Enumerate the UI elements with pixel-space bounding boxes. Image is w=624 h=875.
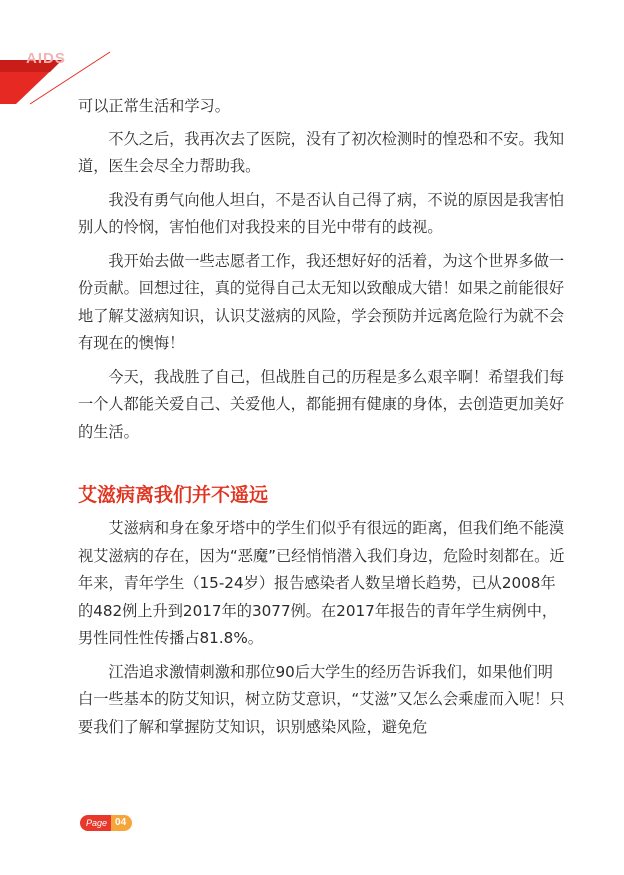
paragraph: 今天，我战胜了自己，但战胜自己的历程是多么艰辛啊！希望我们每一个人都能关爱自己、关爱他人，都能拥有健康的身体，去创造更加美好的生活。 xyxy=(78,367,564,441)
aids-corner-label: AIDS xyxy=(26,50,66,67)
paragraph: 江浩追求激情刺激和那位90后大学生的经历告诉我们，如果他们明白一些基本的防艾知识，树立防艾意识，“艾滋”又怎么会乘虚而入呢！只要我们了解和掌握防艾知识，识别感染风险，避免危 xyxy=(78,662,565,736)
paragraph: 艾滋病和身在象牙塔中的学生们似乎有很远的距离，但我们绝不能漠视艾滋病的存在，因为“恶魔”已经悄悄潜入我们身边，危险时刻都在。近年来，青年学生（15-24岁）报告感染者人数呈增长趋势，已从2008年的482例上升到2017年的3077例。在2017年报告的青年学生病例中，男性同性性传播占81.8%。 xyxy=(78,519,565,647)
paragraph: 不久之后，我再次去了医院，没有了初次检测时的惶恐和不安。我知道，医生会尽全力帮助我。 xyxy=(78,129,564,175)
article-body xyxy=(78,93,568,747)
paragraph: 我没有勇气向他人坦白，不是否认自己得了病，不说的原因是我害怕别人的怜悯，害怕他们对我投来的目光中带有的歧视。 xyxy=(78,190,564,236)
paragraph: 我开始去做一些志愿者工作，我还想好好的活着，为这个世界多做一份贡献。回想过往，真的觉得自己太无知以致酿成大错！如果之前能很好地了解艾滋病知识，认识艾滋病的风险，学会预防并远离危险行为就不会有现在的懊悔！ xyxy=(78,251,564,352)
paragraph: 可以正常生活和学习。 xyxy=(78,97,230,115)
page-number: 04 xyxy=(111,815,132,831)
page-footer xyxy=(80,815,132,831)
page-label: Page xyxy=(80,815,111,831)
section-heading: 艾滋病离我们并不遥远 xyxy=(78,484,269,506)
